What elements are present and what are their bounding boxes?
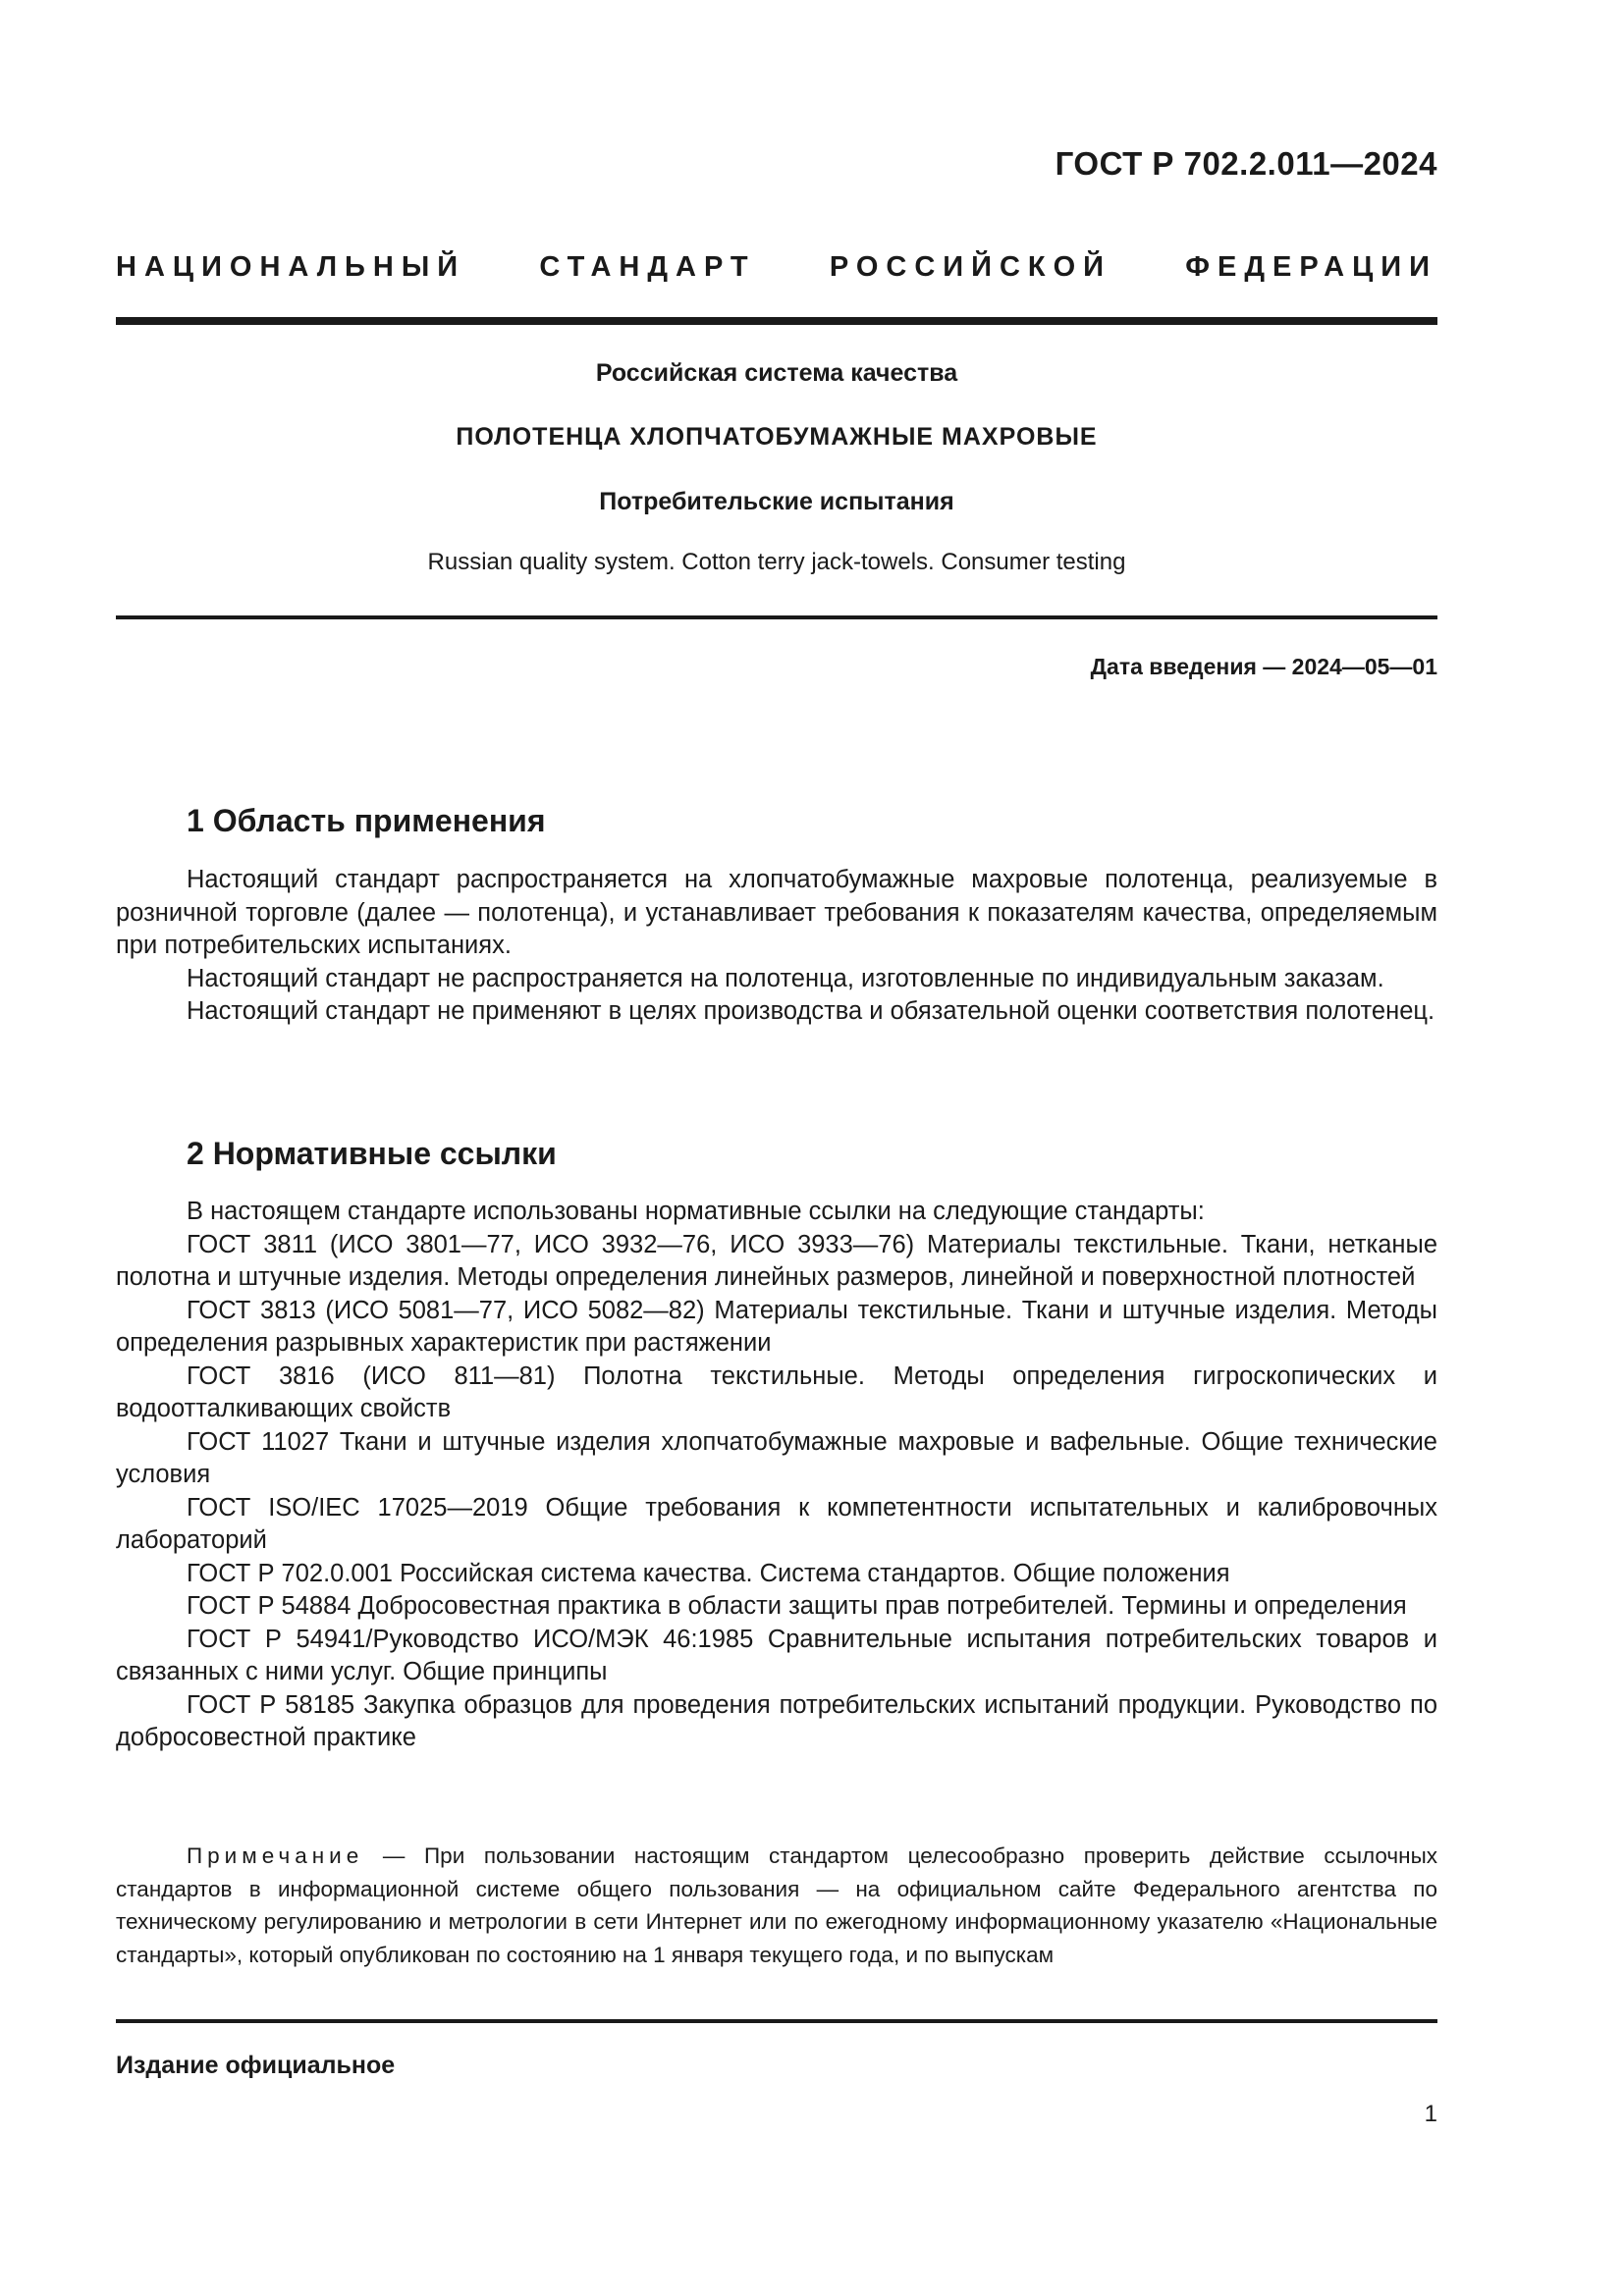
header-divider [116, 317, 1437, 325]
note-block [116, 1840, 1437, 1971]
document-number: ГОСТ Р 702.2.011—2024 [1055, 145, 1437, 182]
english-title: Russian quality system. Cotton terry jack-towels. Consumer testing [427, 549, 1126, 575]
reference-item: ГОСТ 3816 (ИСО 811—81) Полотна текстильные. Методы определения гигроскопических и водоотталкивающих свойств [116, 1362, 1437, 1422]
national-standard-title: НАЦИОНАЛЬНЫЙ СТАНДАРТ РОССИЙСКОЙ ФЕДЕРАЦИИ [116, 251, 1437, 283]
paragraph: Настоящий стандарт не распространяется на полотенца, изготовленные по индивидуальным заказам. [187, 964, 1384, 992]
reference-item: ГОСТ Р 702.0.001 Российская система качества. Система стандартов. Общие положения [187, 1559, 1230, 1587]
reference-item: ГОСТ 3811 (ИСО 3801—77, ИСО 3932—76, ИСО 3933—76) Материалы текстильные. Ткани, нетканые полотна и штучные изделия. Методы определения линейных размеров, линейной и поверхностной плотностей [116, 1230, 1437, 1291]
reference-item: ГОСТ Р 58185 Закупка образцов для проведения потребительских испытаний продукции. Руководство по добросовестной практике [116, 1690, 1437, 1751]
document-subtitle: Потребительские испытания [599, 488, 954, 515]
footer-divider [116, 2019, 1437, 2023]
reference-item: ГОСТ 3813 (ИСО 5081—77, ИСО 5082—82) Материалы текстильные. Ткани и штучные изделия. Методы определения разрывных характеристик при растяжении [116, 1296, 1437, 1357]
section-2-body [116, 1196, 1437, 1755]
section-2-heading: 2 Нормативные ссылки [187, 1136, 557, 1171]
section-1-heading: 1 Область применения [187, 803, 546, 838]
quality-system-title: Российская система качества [595, 359, 958, 387]
note-text: — При пользовании настоящим стандартом целесообразно проверить действие ссылочных стандартов в информационной системе общего пользования — на официальном сайте Федерального агентства по техническому регулированию и метрологии в сети Интернет или по ежегодному информационному указателю «Национальные стандарты», который опубликован по состоянию на 1 января текущего года, и по выпускам [116, 1843, 1437, 1967]
paragraph: Настоящий стандарт не применяют в целях производства и обязательной оценки соответствия полотенец. [187, 997, 1435, 1025]
reference-item: ГОСТ Р 54941/Руководство ИСО/МЭК 46:1985 Сравнительные испытания потребительских товаров и связанных с ними услуг. Общие принципы [116, 1625, 1437, 1685]
section-1-body [116, 864, 1437, 1029]
paragraph: Настоящий стандарт распространяется на хлопчатобумажные махровые полотенца, реализуемые в розничной торговле (далее — полотенца), и устанавливает требования к показателям качества, определяемым при потребительских испытаниях. [116, 866, 1437, 959]
reference-item: ГОСТ ISO/IEC 17025—2019 Общие требования к компетентности испытательных и калибровочных лабораторий [116, 1493, 1437, 1554]
page-number: 1 [1424, 2101, 1437, 2127]
reference-item: ГОСТ Р 54884 Добросовестная практика в области защиты прав потребителей. Термины и определения [187, 1592, 1407, 1620]
paragraph: В настоящем стандарте использованы нормативные ссылки на следующие стандарты: [187, 1198, 1205, 1225]
title-divider [116, 615, 1437, 619]
official-edition-label: Издание официальное [116, 2052, 396, 2079]
product-title: ПОЛОТЕНЦА ХЛОПЧАТОБУМАЖНЫЕ МАХРОВЫЕ [456, 423, 1098, 451]
note-label: Примечание [187, 1843, 364, 1868]
note-paragraph [116, 1840, 1437, 1971]
introduction-date: Дата введения — 2024—05—01 [1090, 654, 1437, 679]
reference-item: ГОСТ 11027 Ткани и штучные изделия хлопчатобумажные махровые и вафельные. Общие технические условия [116, 1427, 1437, 1488]
